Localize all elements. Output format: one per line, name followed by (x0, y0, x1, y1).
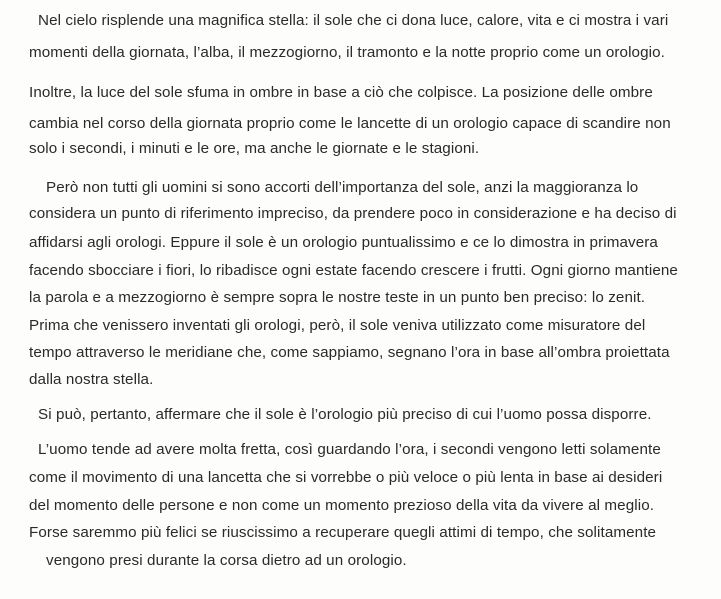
text-line: Prima che venissero inventati gli orologi, però, il sole veniva utilizzato come misuratore del (29, 317, 646, 334)
text-line: momenti della giornata, l’alba, il mezzogiorno, il tramonto e la notte proprio come un orologio. (29, 44, 665, 61)
text-line: Inoltre, la luce del sole sfuma in ombre in base a ciò che colpisce. La posizione delle ombre (29, 84, 653, 101)
text-line: cambia nel corso della giornata proprio come le lancette di un orologio capace di scandire non (29, 115, 671, 132)
text-line: Forse saremmo più felici se riuscissimo a recuperare quegli attimi di tempo, che solitamente (29, 524, 657, 541)
text-line: tempo attraverso le meridiane che, come sappiamo, segnano l’ora in base all’ombra proiettata (29, 344, 670, 361)
text-line: del momento delle persone e non come un momento prezioso della vita da vivere al meglio. (29, 497, 655, 514)
text-line: dalla nostra stella. (29, 371, 154, 388)
text-line: la parola e a mezzogiorno è sempre sopra le nostre teste in un punto ben preciso: lo zenit. (29, 289, 646, 306)
text-line: Però non tutti gli uomini si sono accorti dell’importanza del sole, anzi la maggioranza lo (46, 179, 639, 196)
text-line: L’uomo tende ad avere molta fretta, così guardando l’ora, i secondi vengono letti solamente (38, 441, 661, 458)
text-line: considera un punto di riferimento impreciso, da prendere poco in considerazione e ha deciso di (29, 205, 677, 222)
text-line: Nel cielo risplende una magnifica stella: il sole che ci dona luce, calore, vita e ci mostra i vari (38, 12, 669, 29)
text-line: affidarsi agli orologi. Eppure il sole è un orologio puntualissimo e ce lo dimostra in primavera (29, 234, 658, 251)
text-line: solo i secondi, i minuti e le ore, ma anche le giornate e le stagioni. (29, 140, 480, 157)
text-line: facendo sbocciare i fiori, lo ribadisce ogni estate facendo crescere i frutti. Ogni giorno mantiene (29, 262, 678, 279)
text-line: vengono presi durante la corsa dietro ad un orologio. (46, 552, 407, 569)
text-line: come il movimento di una lancetta che si vorrebbe o più veloce o più lenta in base ai desideri (29, 469, 663, 486)
text-line: Si può, pertanto, affermare che il sole è l’orologio più preciso di cui l’uomo possa disporre. (38, 406, 652, 423)
